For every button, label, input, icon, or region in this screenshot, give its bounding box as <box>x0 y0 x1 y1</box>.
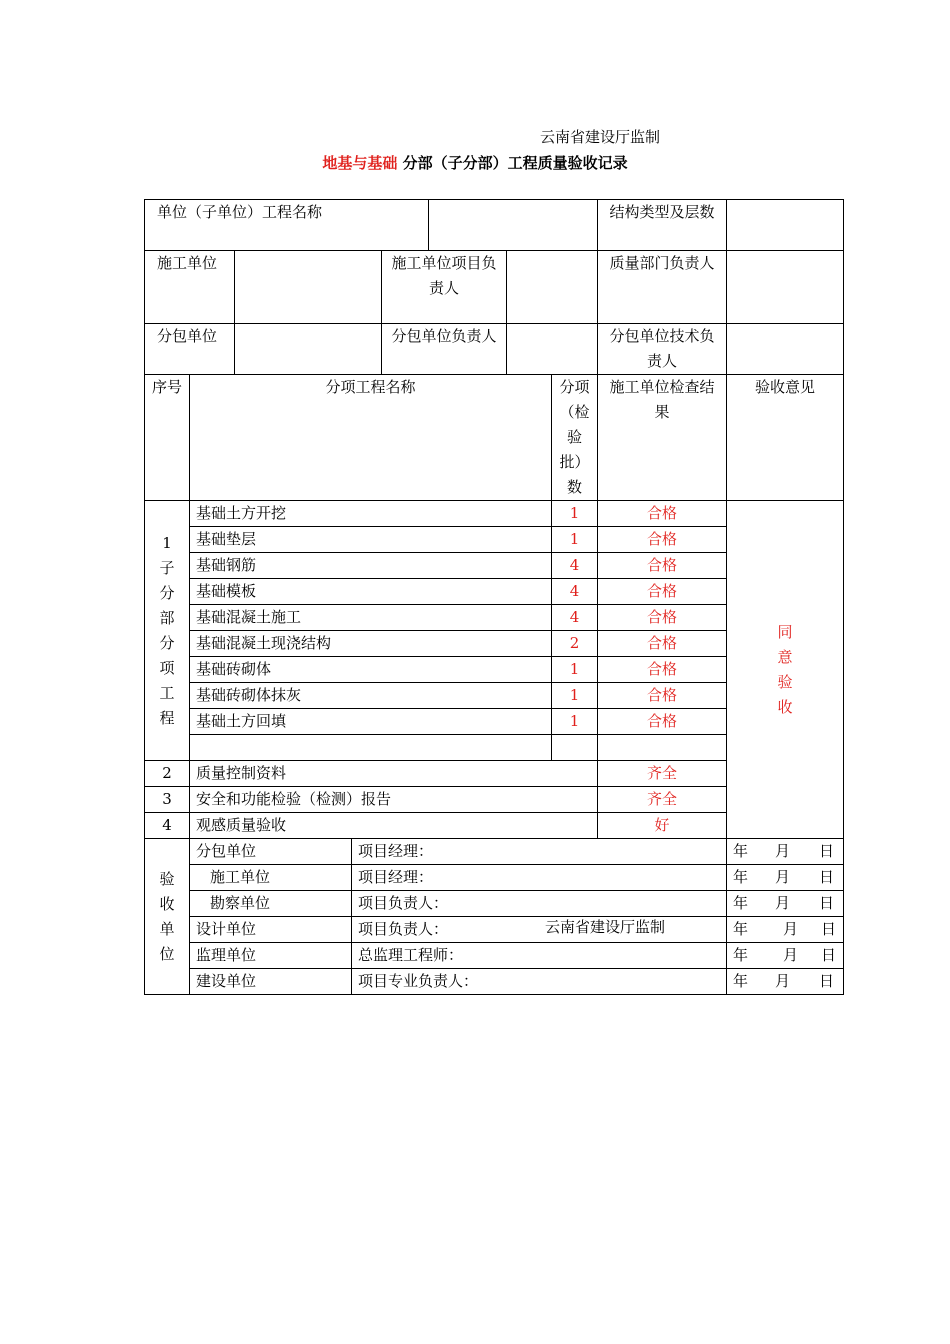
col-opinion-header: 验收意见 <box>727 375 844 501</box>
construction-unit-label: 施工单位 <box>145 251 235 324</box>
construction-unit-value[interactable] <box>235 251 382 324</box>
opinion-text: 同 意 验 收 <box>727 501 844 839</box>
footer-note: 云南省建设厅监制 <box>544 918 665 936</box>
item-result: 合格 <box>598 631 727 657</box>
acceptance-role: 项目经理： <box>352 865 727 891</box>
acceptance-unit: 监理单位 <box>190 943 352 969</box>
item-name: 基础土方回填 <box>190 709 552 735</box>
acceptance-role: 项目负责人： <box>352 917 727 943</box>
item-name: 基础钢筋 <box>190 553 552 579</box>
acceptance-unit: 施工单位 <box>190 865 352 891</box>
col-name-header: 分项工程名称 <box>190 375 552 501</box>
item-result: 合格 <box>598 709 727 735</box>
row-result: 好 <box>598 813 727 839</box>
acceptance-role: 项目负责人： <box>352 891 727 917</box>
title-subject: 地基与基础 <box>322 154 398 172</box>
col-result-header: 施工单位检查结果 <box>598 375 727 501</box>
acceptance-date[interactable]: 年 月 日 <box>727 839 844 865</box>
acceptance-record-table <box>144 199 844 995</box>
item-count: 1 <box>552 501 598 527</box>
sub-tech-label: 分包单位技术负责人 <box>598 324 727 375</box>
quality-head-label: 质量部门负责人 <box>598 251 727 324</box>
sub-unit-label: 分包单位 <box>145 324 235 375</box>
item-count: 1 <box>552 683 598 709</box>
construction-pm-label: 施工单位项目负责人 <box>382 251 507 324</box>
item-count-empty[interactable] <box>552 735 598 761</box>
item-count: 4 <box>552 553 598 579</box>
item-result: 合格 <box>598 605 727 631</box>
item-result: 合格 <box>598 501 727 527</box>
acceptance-date[interactable]: 年 月 日 <box>727 969 844 995</box>
item-name: 基础砖砌体抹灰 <box>190 683 552 709</box>
item-count: 4 <box>552 605 598 631</box>
item-result: 合格 <box>598 579 727 605</box>
item-count: 2 <box>552 631 598 657</box>
unit-name-label: 单位（子单位）工程名称 <box>145 200 429 251</box>
item-result: 合格 <box>598 527 727 553</box>
header-note: 云南省建设厅监制 <box>539 128 660 146</box>
group1-label: 1 子 分 部 分 项 工 程 <box>145 501 190 761</box>
acceptance-role: 项目专业负责人： <box>352 969 727 995</box>
structure-label: 结构类型及层数 <box>598 200 727 251</box>
row-name: 观感质量验收 <box>190 813 598 839</box>
title-rest: 分部（子分部）工程质量验收记录 <box>397 154 628 172</box>
acceptance-date[interactable]: 年 月 日 <box>727 943 844 969</box>
quality-head-value[interactable] <box>727 251 844 324</box>
col-seq-header: 序号 <box>145 375 190 501</box>
item-result: 合格 <box>598 553 727 579</box>
item-count: 4 <box>552 579 598 605</box>
acceptance-date[interactable]: 年 月 日 <box>727 891 844 917</box>
item-count: 1 <box>552 709 598 735</box>
acceptance-role: 项目经理： <box>352 839 727 865</box>
item-count: 1 <box>552 527 598 553</box>
item-name: 基础砖砌体 <box>190 657 552 683</box>
item-name: 基础模板 <box>190 579 552 605</box>
acceptance-date[interactable]: 年 月 日 <box>727 865 844 891</box>
item-name: 基础混凝土施工 <box>190 605 552 631</box>
sub-head-value[interactable] <box>507 324 598 375</box>
page-title <box>0 152 950 173</box>
acceptance-unit: 设计单位 <box>190 917 352 943</box>
acceptance-label: 验 收 单 位 <box>145 839 190 995</box>
row-seq: 4 <box>145 813 190 839</box>
item-name: 基础混凝土现浇结构 <box>190 631 552 657</box>
item-name: 基础垫层 <box>190 527 552 553</box>
row-seq: 2 <box>145 761 190 787</box>
row-result: 齐全 <box>598 787 727 813</box>
acceptance-unit: 分包单位 <box>190 839 352 865</box>
item-name: 基础土方开挖 <box>190 501 552 527</box>
item-result: 合格 <box>598 683 727 709</box>
acceptance-role: 总监理工程师： <box>352 943 727 969</box>
structure-value[interactable] <box>727 200 844 251</box>
col-count-header: 分项（检验批）数 <box>552 375 598 501</box>
acceptance-unit: 勘察单位 <box>190 891 352 917</box>
acceptance-unit: 建设单位 <box>190 969 352 995</box>
row-seq: 3 <box>145 787 190 813</box>
unit-name-value[interactable] <box>429 200 598 251</box>
sub-head-label: 分包单位负责人 <box>382 324 507 375</box>
item-count: 1 <box>552 657 598 683</box>
row-result: 齐全 <box>598 761 727 787</box>
sub-tech-value[interactable] <box>727 324 844 375</box>
acceptance-date[interactable]: 年 月 日 <box>727 917 844 943</box>
construction-pm-value[interactable] <box>507 251 598 324</box>
item-name-empty[interactable] <box>190 735 552 761</box>
row-name: 安全和功能检验（检测）报告 <box>190 787 598 813</box>
item-result-empty[interactable] <box>598 735 727 761</box>
row-name: 质量控制资料 <box>190 761 598 787</box>
item-result: 合格 <box>598 657 727 683</box>
sub-unit-value[interactable] <box>235 324 382 375</box>
